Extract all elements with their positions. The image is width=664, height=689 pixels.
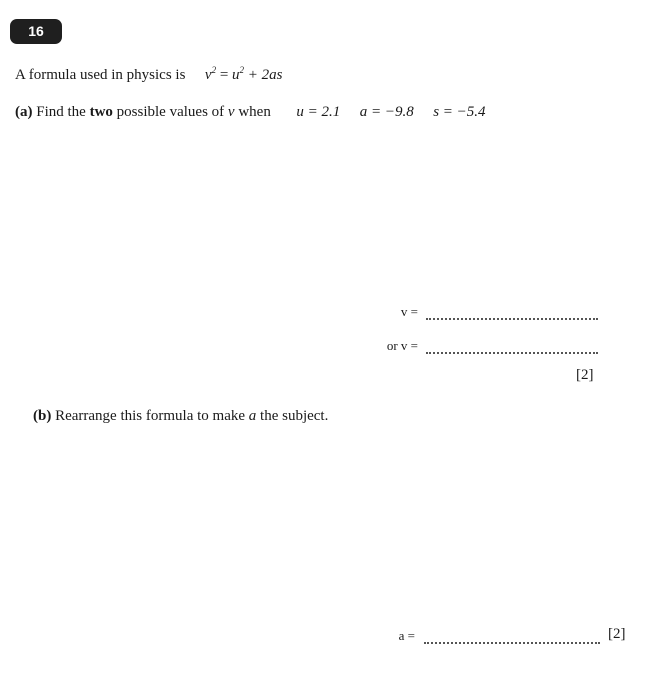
part-a-bold-word: two	[89, 104, 113, 120]
part-a-question	[15, 104, 486, 121]
part-a-var: v	[227, 104, 235, 120]
part-b-text-after: the subject.	[260, 408, 329, 424]
given-u: u = 2.1	[296, 104, 341, 120]
answer-line-v1[interactable]	[426, 318, 598, 320]
given-s: s = −5.4	[433, 104, 486, 120]
question-number-badge: 16	[10, 19, 62, 44]
answer-label-a: a =	[398, 628, 415, 643]
part-a-text-after: possible values of	[116, 104, 225, 120]
part-b-question	[33, 408, 328, 425]
part-a-text-when: when	[238, 104, 271, 120]
part-b-var: a	[248, 408, 257, 424]
formula	[205, 67, 283, 83]
formula-u: u	[232, 67, 240, 83]
intro-text: A formula used in physics is	[15, 67, 186, 83]
part-b-label: (b)	[33, 408, 52, 424]
part-a-marks: [2]	[576, 367, 594, 383]
formula-rest: + 2as	[244, 67, 283, 83]
part-b-marks: [2]	[608, 626, 626, 642]
formula-lhs-power: 2	[211, 65, 217, 75]
answer-line-a[interactable]	[424, 642, 600, 644]
question-intro	[15, 67, 283, 84]
answer-label-v1: v =	[400, 304, 418, 319]
part-a-text-before: Find the	[36, 104, 86, 120]
answer-label-v2: or v =	[386, 338, 418, 353]
part-a-label: (a)	[15, 104, 33, 120]
part-b-text-before: Rearrange this formula to make	[55, 408, 246, 424]
formula-u-power: 2	[239, 65, 245, 75]
formula-lhs: v	[204, 67, 212, 83]
formula-eq: =	[216, 67, 233, 83]
answer-line-v2[interactable]	[426, 352, 598, 354]
given-a: a = −9.8	[359, 104, 414, 120]
